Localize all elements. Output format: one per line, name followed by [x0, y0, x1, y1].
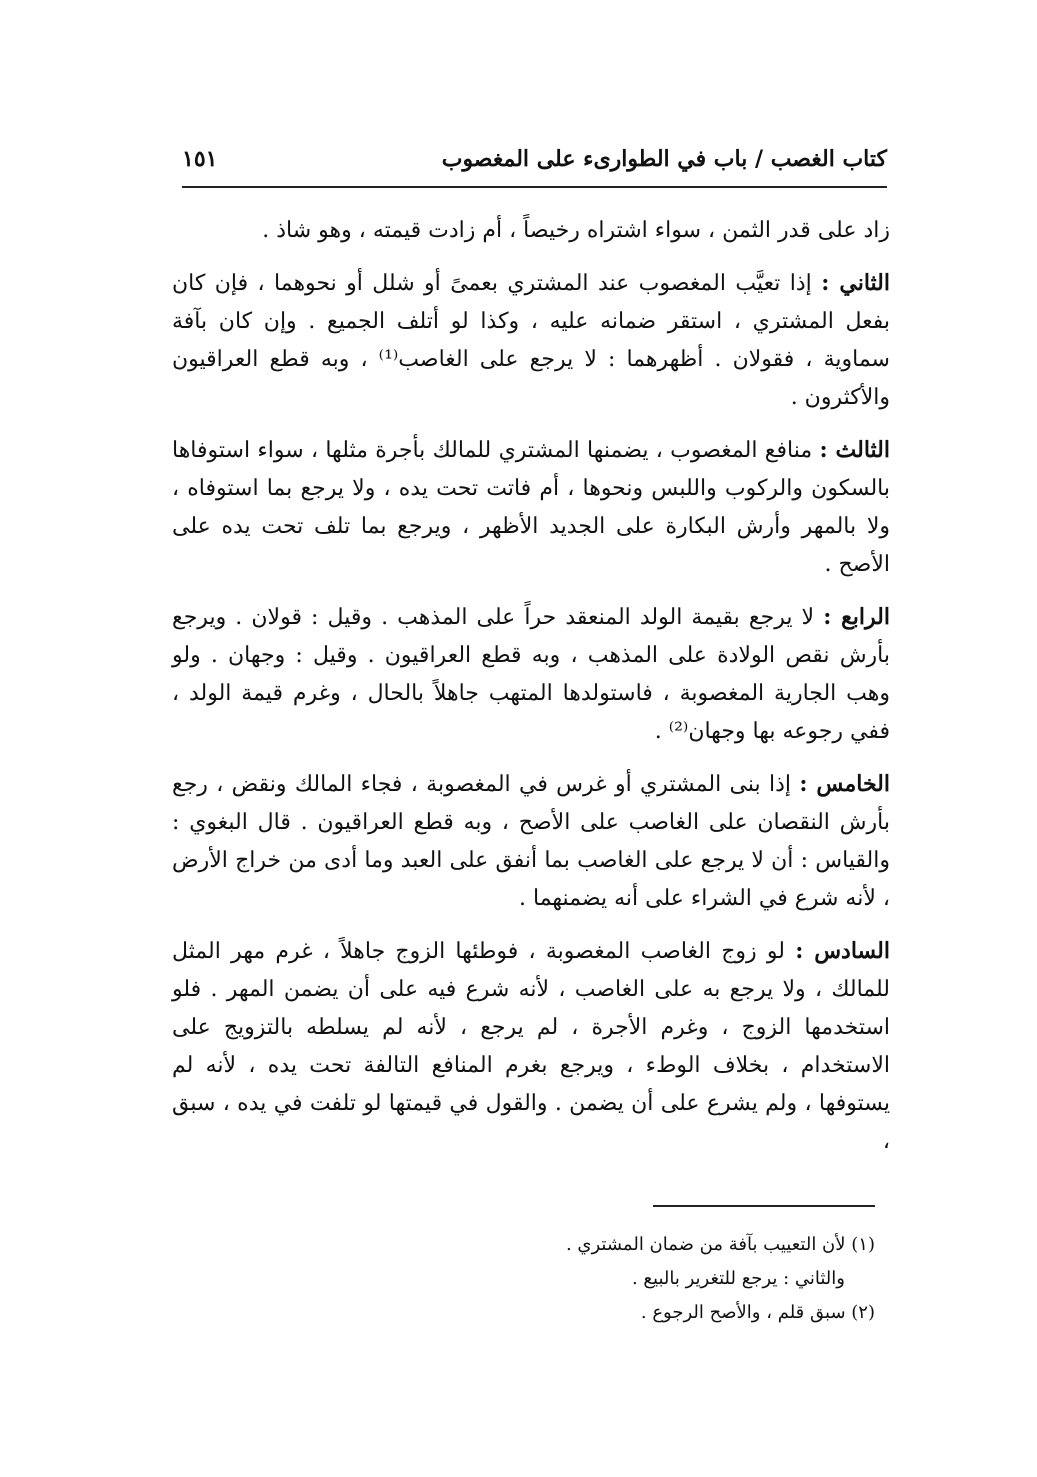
paragraph-second	[172, 264, 890, 417]
paragraph-fifth	[172, 765, 890, 918]
footnote-text: سبق قلم ، والأصح الرجوع .	[640, 1302, 846, 1323]
paragraph-text: إذا تعيَّب المغصوب عند المشتري بعمىً أو شلل أو نحوهما ، فإن كان بفعل المشتري ، استقر ضمانه عليه ، وكذا لو أتلف الجميع . وإن كان بآفة سماوية ، فقولان . أظهرهما : لا يرجع على الغاصب⁽¹⁾ ، وبه قطع العراقيون والأكثرون .	[172, 271, 890, 410]
paragraph-text: إذا بنى المشتري أو غرس في المغصوبة ، فجاء المالك ونقض ، رجع بأرش النقصان على الغاصب على الأصح ، وبه قطع العراقيون . قال البغوي : والقياس : أن لا يرجع على الغاصب بما أنفق على العبد وما أدى من خراج الأرض ، لأنه شرع في الشراء على أنه يضمنهما .	[172, 772, 890, 911]
header-title: كتاب الغصب / باب في الطوارىء على المغصوب	[441, 146, 887, 172]
footnote-marker: (١)	[851, 1234, 875, 1255]
paragraph-sixth	[172, 932, 890, 1161]
footnote-text: والثاني : يرجع للتغرير بالبيع .	[631, 1268, 845, 1289]
running-header	[182, 146, 887, 186]
footnotes	[315, 1228, 875, 1330]
footnote-2	[315, 1296, 875, 1330]
paragraph-text: لو زوج الغاصب المغصوبة ، فوطئها الزوج جاهلاً ، غرم مهر المثل للمالك ، ولا يرجع به على الغاصب ، لأنه شرع فيه على أن يضمن المهر . فلو استخدمها الزوج ، وغرم الأجرة ، لم يرجع ، لأنه لم يسلطه بالتزويج على الاستخدام ، بخلاف الوطء ، ويرجع بغرم المنافع التالفة تحت يده ، لأنه لم يستوفها ، ولم يشرع على أن يضمن . والقول في قيمتها لو تلفت في يده ، سبق ،	[172, 939, 890, 1154]
paragraph-label: الثاني :	[821, 270, 890, 296]
paragraph-label: الخامس :	[799, 771, 890, 797]
footnote-1	[315, 1228, 875, 1262]
paragraph-label: السادس :	[795, 938, 890, 964]
paragraph-text: زاد على قدر الثمن ، سواء اشتراه رخيصاً ، أم زادت قيمته ، وهو شاذ .	[262, 218, 890, 243]
paragraph-text: لا يرجع بقيمة الولد المنعقد حراً على المذهب . وقيل : قولان . ويرجع بأرش نقص الولادة على المذهب ، وبه قطع العراقيون . وقيل : وجهان . ولو وهب الجارية المغصوبة ، فاستولدها المتهب جاهلاً بالحال ، وغرم قيمة الولد ، ففي رجوعه بها وجهان⁽²⁾ .	[172, 605, 890, 744]
footnote-text: لأن التعييب بآفة من ضمان المشتري .	[565, 1234, 846, 1255]
page-number: ١٥١	[182, 146, 218, 172]
body-text	[172, 212, 890, 1175]
footnote-marker: (٢)	[851, 1302, 875, 1323]
footnote-1-continuation	[315, 1262, 875, 1296]
paragraph-third	[172, 431, 890, 584]
paragraph-label: الثالث :	[819, 437, 890, 463]
paragraph-continuation	[172, 212, 890, 250]
paragraph-fourth	[172, 598, 890, 751]
header-rule	[182, 186, 887, 188]
paragraph-text: منافع المغصوب ، يضمنها المشتري للمالك بأجرة مثلها ، سواء استوفاها بالسكون والركوب واللبس ونحوها ، أم فاتت تحت يده ، ولا يرجع بما استوفاه ، ولا بالمهر وأرش البكارة على الجديد الأظهر ، ويرجع بما تلف تحت يده على الأصح .	[172, 438, 890, 577]
footnote-rule	[653, 1205, 875, 1207]
paragraph-label: الرابع :	[823, 604, 890, 630]
